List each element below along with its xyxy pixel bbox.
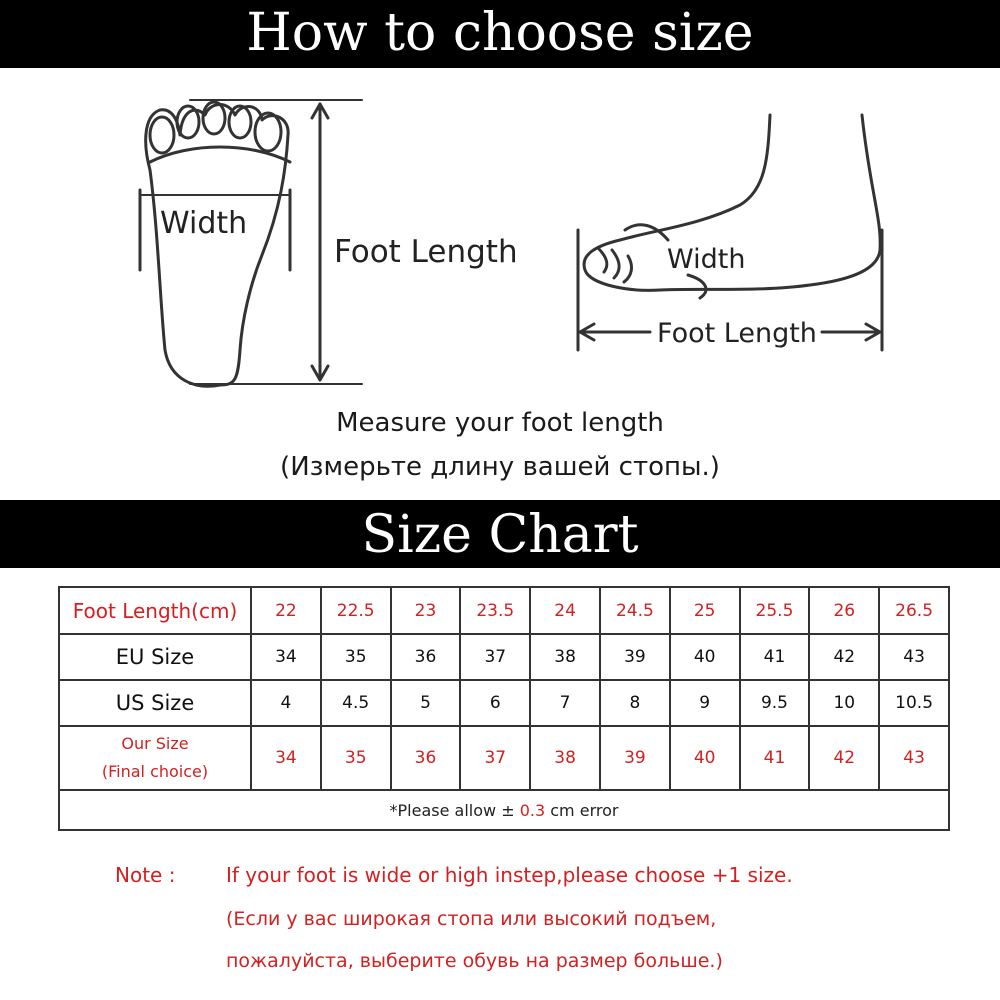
table-cell: 26	[809, 587, 879, 634]
foot-length-row	[59, 587, 949, 634]
table-cell: 24	[530, 587, 600, 634]
note-text-ru-line1: (Если у вас широкая стопа или высокий подъем,	[226, 908, 717, 930]
table-cell: 9.5	[740, 680, 810, 726]
table-cell: 8	[600, 680, 670, 726]
eu-size-row	[59, 634, 949, 680]
size-chart-banner	[0, 500, 1000, 568]
table-cell: 37	[460, 726, 530, 790]
sole-length-label: Foot Length	[334, 234, 518, 270]
table-cell: 24.5	[600, 587, 670, 634]
table-cell: 23	[391, 587, 461, 634]
table-cell: 34	[251, 634, 321, 680]
table-cell: 40	[670, 726, 740, 790]
row-header: EU Size	[59, 634, 251, 680]
table-cell: 41	[740, 634, 810, 680]
note-text-ru-line2: пожалуйста, выберите обувь на размер больше.)	[226, 950, 723, 972]
toe-shape	[150, 117, 174, 153]
table-cell: 9	[670, 680, 740, 726]
how-to-choose-banner	[0, 0, 1000, 68]
table-cell: 39	[600, 634, 670, 680]
size-chart-title: Size Chart	[361, 505, 639, 565]
table-cell: 10	[809, 680, 879, 726]
side-width-label: Width	[667, 244, 746, 275]
table-cell: 7	[530, 680, 600, 726]
table-cell: 38	[530, 726, 600, 790]
toe-shape	[177, 106, 199, 138]
error-note	[59, 790, 949, 830]
table-cell: 23.5	[460, 587, 530, 634]
table-cell: 4	[251, 680, 321, 726]
sole-width-label: Width	[160, 206, 248, 241]
our-size-label: Our Size	[121, 734, 189, 753]
our-size-row	[59, 726, 949, 790]
measure-instruction: Measure your foot length	[336, 408, 664, 438]
row-header	[59, 726, 251, 790]
table-cell: 25.5	[740, 587, 810, 634]
table-cell: 41	[740, 726, 810, 790]
note-label: Note :	[115, 863, 176, 887]
table-cell: 25	[670, 587, 740, 634]
size-chart-table	[58, 586, 950, 831]
error-note-row	[59, 790, 949, 830]
us-size-row	[59, 680, 949, 726]
error-note-value: 0.3	[519, 800, 546, 820]
table-cell: 39	[600, 726, 670, 790]
table-cell: 36	[391, 634, 461, 680]
table-cell: 40	[670, 634, 740, 680]
table-cell: 43	[879, 634, 949, 680]
how-to-choose-title: How to choose size	[246, 3, 754, 63]
table-cell: 35	[321, 726, 391, 790]
table-cell: 26.5	[879, 587, 949, 634]
table-cell: 42	[809, 726, 879, 790]
table-cell: 35	[321, 634, 391, 680]
table-cell: 43	[879, 726, 949, 790]
side-length-label: Foot Length	[657, 318, 817, 349]
table-cell: 4.5	[321, 680, 391, 726]
error-note-suffix: cm error	[550, 800, 619, 820]
table-cell: 37	[460, 634, 530, 680]
table-cell: 42	[809, 634, 879, 680]
table-cell: 38	[530, 634, 600, 680]
error-note-prefix: *Please allow ±	[389, 800, 515, 820]
note-text: If your foot is wide or high instep,please choose +1 size.	[226, 863, 793, 887]
toe-shape	[255, 113, 281, 151]
table-cell: 6	[460, 680, 530, 726]
row-header: US Size	[59, 680, 251, 726]
table-cell: 22	[251, 587, 321, 634]
table-cell: 22.5	[321, 587, 391, 634]
row-header: Foot Length(cm)	[59, 587, 251, 634]
table-cell: 5	[391, 680, 461, 726]
final-choice-label: (Final choice)	[101, 762, 209, 781]
table-cell: 10.5	[879, 680, 949, 726]
table-cell: 36	[391, 726, 461, 790]
measure-instruction-ru: (Измерьте длину вашей стопы.)	[280, 452, 720, 482]
table-cell: 34	[251, 726, 321, 790]
